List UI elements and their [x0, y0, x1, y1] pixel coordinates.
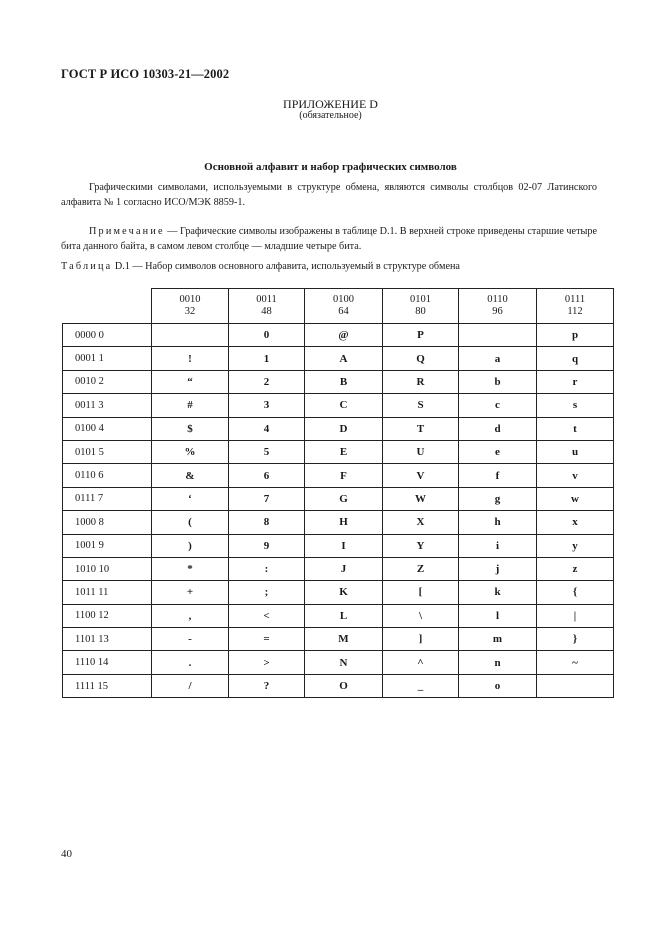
symbol-cell: n — [459, 651, 537, 674]
row-header: 0101 5 — [63, 440, 152, 463]
symbol-cell: / — [152, 674, 229, 697]
symbol-cell: ] — [383, 628, 459, 651]
row-header: 0010 2 — [63, 370, 152, 393]
symbol-cell: ; — [229, 581, 305, 604]
column-bits: 0010 — [179, 294, 201, 305]
symbol-cell: ! — [152, 347, 229, 370]
symbol-cell: 1 — [229, 347, 305, 370]
row-header: 0011 3 — [63, 394, 152, 417]
column-header — [459, 289, 537, 324]
symbol-cell — [459, 324, 537, 347]
table-row — [63, 394, 614, 417]
table-caption-text: D.1 — Набор символов основного алфавита, используемый в структуре обмена — [112, 261, 460, 272]
column-decimal: 80 — [415, 306, 426, 317]
symbol-cell: ? — [229, 674, 305, 697]
symbol-cell: p — [537, 324, 614, 347]
symbol-cell: e — [459, 440, 537, 463]
note-paragraph — [61, 224, 597, 254]
symbol-cell: : — [229, 557, 305, 580]
row-header: 1110 14 — [63, 651, 152, 674]
symbol-cell: F — [305, 464, 383, 487]
symbol-cell: ( — [152, 511, 229, 534]
table-caption — [61, 261, 460, 272]
table-row — [63, 628, 614, 651]
row-header: 0001 1 — [63, 347, 152, 370]
symbol-cell: w — [537, 487, 614, 510]
table-row — [63, 464, 614, 487]
symbol-cell: @ — [305, 324, 383, 347]
symbol-cell: z — [537, 557, 614, 580]
column-bits: 0011 — [256, 294, 277, 305]
symbol-cell: f — [459, 464, 537, 487]
note-text: — Графические символы изображены в таблице D.1. В верхней строке приведены старшие четыре бита данного байта, в самом левом столбце — младшие четыре бита. — [61, 226, 597, 252]
table-row — [63, 674, 614, 697]
column-bits: 0110 — [487, 294, 508, 305]
symbol-cell: V — [383, 464, 459, 487]
symbol-cell: & — [152, 464, 229, 487]
table-corner-cell — [63, 289, 152, 324]
symbol-cell: * — [152, 557, 229, 580]
symbol-cell: q — [537, 347, 614, 370]
symbol-cell: m — [459, 628, 537, 651]
symbol-cell: y — [537, 534, 614, 557]
symbol-cell: B — [305, 370, 383, 393]
symbol-cell: C — [305, 394, 383, 417]
symbol-cell: “ — [152, 370, 229, 393]
table-row — [63, 581, 614, 604]
symbol-cell: r — [537, 370, 614, 393]
row-header: 1000 8 — [63, 511, 152, 534]
table-row — [63, 370, 614, 393]
row-header: 1010 10 — [63, 557, 152, 580]
symbol-cell: h — [459, 511, 537, 534]
symbol-cell: 3 — [229, 394, 305, 417]
symbol-cell: l — [459, 604, 537, 627]
table-row — [63, 347, 614, 370]
symbol-cell: R — [383, 370, 459, 393]
symbol-cell: a — [459, 347, 537, 370]
symbol-cell: E — [305, 440, 383, 463]
symbol-cell: I — [305, 534, 383, 557]
symbol-cell: Y — [383, 534, 459, 557]
symbol-cell: O — [305, 674, 383, 697]
symbol-cell: . — [152, 651, 229, 674]
symbol-cell: # — [152, 394, 229, 417]
row-header: 1100 12 — [63, 604, 152, 627]
column-header — [229, 289, 305, 324]
document-header: ГОСТ Р ИСО 10303-21—2002 — [61, 67, 230, 81]
symbol-cell: N — [305, 651, 383, 674]
symbol-cell: % — [152, 440, 229, 463]
note-label: Примечание — [89, 226, 165, 237]
symbol-cell: T — [383, 417, 459, 440]
symbol-cell: P — [383, 324, 459, 347]
column-decimal: 32 — [184, 306, 196, 317]
symbol-cell: H — [305, 511, 383, 534]
symbol-cell: L — [305, 604, 383, 627]
symbol-cell: G — [305, 487, 383, 510]
symbol-cell: < — [229, 604, 305, 627]
symbol-cell: S — [383, 394, 459, 417]
symbol-cell: , — [152, 604, 229, 627]
symbol-cell: 6 — [229, 464, 305, 487]
symbol-cell: c — [459, 394, 537, 417]
column-header — [305, 289, 383, 324]
symbol-cell: d — [459, 417, 537, 440]
table-header-row — [63, 289, 614, 324]
appendix-status: (обязательное) — [299, 110, 362, 121]
row-header: 1001 9 — [63, 534, 152, 557]
symbol-cell: 4 — [229, 417, 305, 440]
symbol-cell: 7 — [229, 487, 305, 510]
symbol-cell: 5 — [229, 440, 305, 463]
table-row — [63, 604, 614, 627]
symbol-cell: M — [305, 628, 383, 651]
symbol-cell: + — [152, 581, 229, 604]
row-header: 1011 11 — [63, 581, 152, 604]
symbol-cell: X — [383, 511, 459, 534]
table-row — [63, 440, 614, 463]
column-bits: 0101 — [410, 294, 431, 305]
symbol-cell: - — [152, 628, 229, 651]
symbol-cell: 8 — [229, 511, 305, 534]
symbol-cell: i — [459, 534, 537, 557]
symbol-cell: ‘ — [152, 487, 229, 510]
symbol-cell: v — [537, 464, 614, 487]
column-decimal: 112 — [567, 306, 583, 317]
column-header — [152, 289, 229, 324]
symbol-cell: Q — [383, 347, 459, 370]
column-decimal: 48 — [261, 306, 272, 317]
table-caption-label: Таблица — [61, 261, 113, 272]
symbol-cell: u — [537, 440, 614, 463]
row-header: 0110 6 — [63, 464, 152, 487]
symbol-cell: b — [459, 370, 537, 393]
symbol-cell: | — [537, 604, 614, 627]
table-row — [63, 651, 614, 674]
section-title: Основной алфавит и набор графических символов — [204, 161, 457, 173]
symbol-cell: ~ — [537, 651, 614, 674]
table-row — [63, 487, 614, 510]
column-bits: 0100 — [333, 294, 354, 305]
symbol-cell: D — [305, 417, 383, 440]
symbol-cell: > — [229, 651, 305, 674]
symbol-cell — [152, 324, 229, 347]
symbol-cell: { — [537, 581, 614, 604]
symbol-cell: 2 — [229, 370, 305, 393]
table-row — [63, 417, 614, 440]
symbol-cell: K — [305, 581, 383, 604]
paragraph-intro: Графическими символами, используемыми в структуре обмена, являются символы столбцов 02-07 Латинского алфавита № 1 согласно ИСО/МЭК 8859-1. — [61, 182, 597, 208]
symbol-cell — [537, 674, 614, 697]
symbol-cell: J — [305, 557, 383, 580]
column-bits: 0111 — [564, 294, 586, 305]
symbol-cell: s — [537, 394, 614, 417]
symbol-cell: ^ — [383, 651, 459, 674]
symbol-cell: U — [383, 440, 459, 463]
symbol-cell: j — [459, 557, 537, 580]
symbol-table — [62, 288, 614, 698]
symbol-cell: x — [537, 511, 614, 534]
symbol-cell: 0 — [229, 324, 305, 347]
symbol-cell: ) — [152, 534, 229, 557]
symbol-cell: \ — [383, 604, 459, 627]
table-row — [63, 534, 614, 557]
symbol-cell: = — [229, 628, 305, 651]
row-header: 0000 0 — [63, 324, 152, 347]
appendix-title: ПРИЛОЖЕНИЕ D — [283, 97, 378, 111]
column-header — [383, 289, 459, 324]
column-decimal: 64 — [338, 306, 349, 317]
symbol-cell: W — [383, 487, 459, 510]
column-header — [537, 289, 614, 324]
symbol-cell: Z — [383, 557, 459, 580]
row-header: 1111 15 — [63, 674, 152, 697]
symbol-cell: _ — [383, 674, 459, 697]
symbol-cell: $ — [152, 417, 229, 440]
symbol-cell: g — [459, 487, 537, 510]
row-header: 1101 13 — [63, 628, 152, 651]
table-row — [63, 511, 614, 534]
page-number: 40 — [61, 848, 72, 860]
column-decimal: 96 — [492, 306, 503, 317]
row-header: 0100 4 — [63, 417, 152, 440]
symbol-cell: A — [305, 347, 383, 370]
symbol-cell: 9 — [229, 534, 305, 557]
symbol-cell: t — [537, 417, 614, 440]
table-row — [63, 557, 614, 580]
symbol-cell: k — [459, 581, 537, 604]
symbol-cell: [ — [383, 581, 459, 604]
symbol-cell: o — [459, 674, 537, 697]
table-row — [63, 324, 614, 347]
row-header: 0111 7 — [63, 487, 152, 510]
symbol-cell: } — [537, 628, 614, 651]
